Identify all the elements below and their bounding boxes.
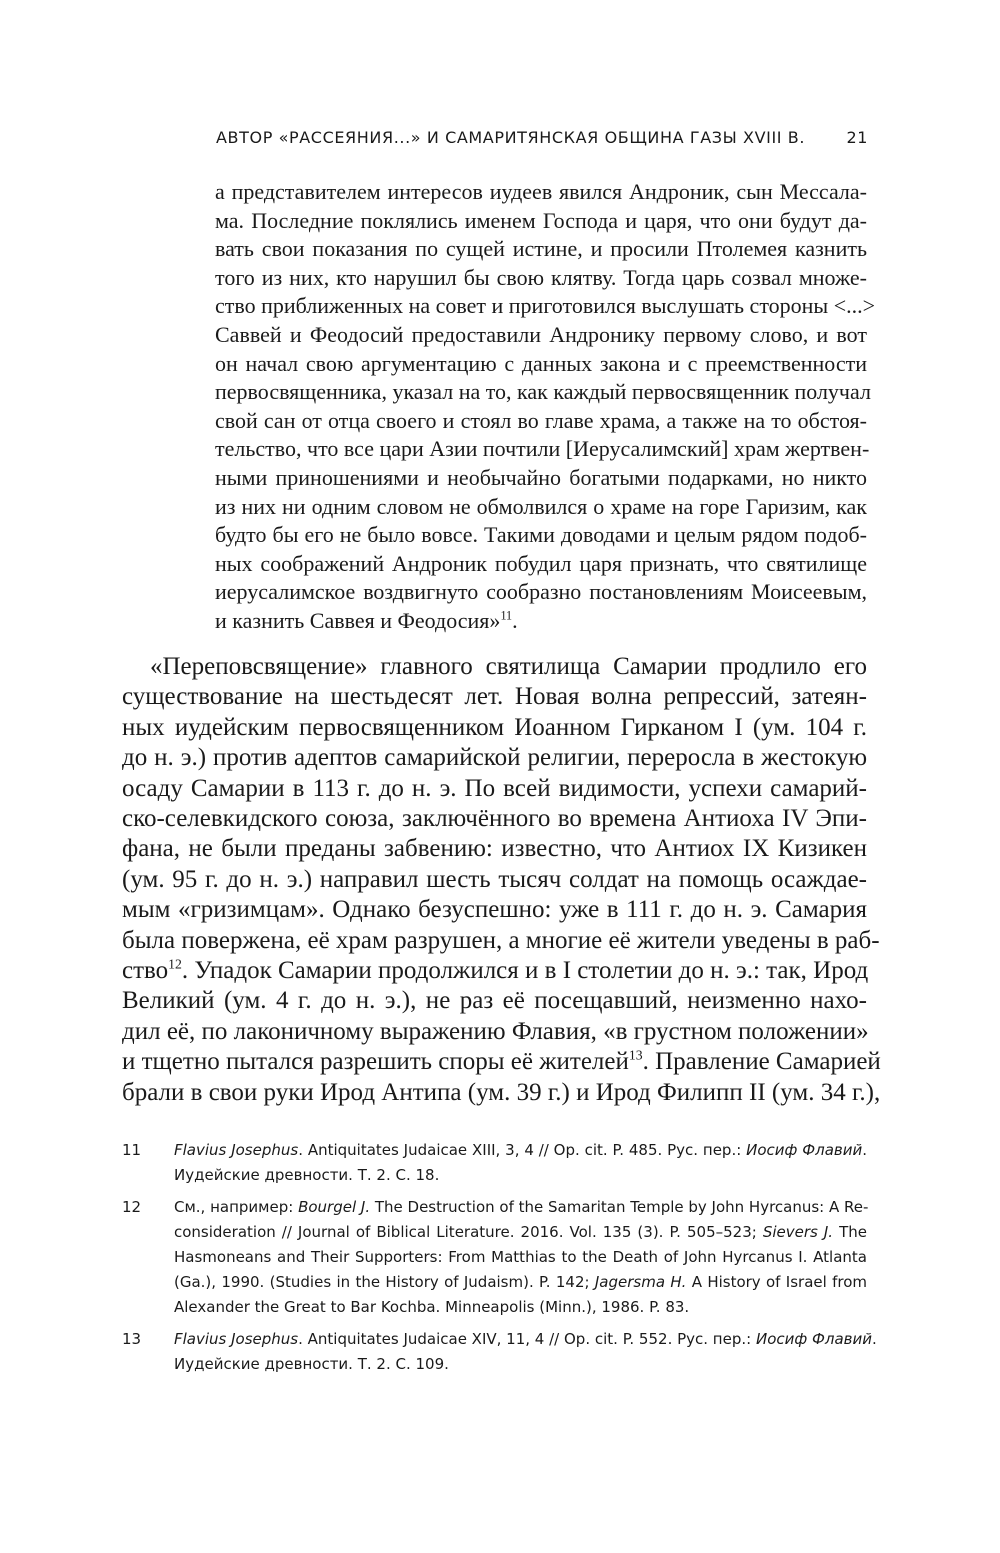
footnote-text: (Ga.), 1990. (Studies in the History of Judaism). P. 142; (174, 1273, 595, 1291)
footnote-text: A History of Israel from (686, 1273, 868, 1291)
footnote-text: . (862, 1141, 868, 1159)
footnote-line (174, 1270, 867, 1295)
footnote-12 (122, 1195, 867, 1320)
body-text: ство (122, 957, 169, 985)
footnote-number: 13 (122, 1330, 142, 1348)
quote-line: тельство, что все цари Азии почтили [Иерусалимский] храм жертвен- (215, 436, 870, 462)
body-text: . Правление Самарией (642, 1048, 881, 1076)
body-line: дил её, по лаконичному выражению Флавия, «в грустном положении» (122, 1017, 869, 1045)
footnote-number: 12 (122, 1198, 142, 1216)
body-line: была повержена, её храм разрушен, а многие её жители уведены в раб- (122, 926, 880, 954)
body-line: брали в свои руки Ирод Антипа (ум. 39 г.) и Ирод Филипп II (ум. 34 г.), (122, 1078, 881, 1106)
author-name: Иосиф Флавий (755, 1330, 872, 1348)
body-line: существование на шестьдесят лет. Новая волна репрессий, затеян- (122, 683, 867, 711)
quote-line (215, 607, 867, 636)
footnote-number: 11 (122, 1141, 142, 1159)
footnote-line (174, 1220, 867, 1245)
footnote-text: См., например: (174, 1198, 299, 1216)
footnote-line: Иудейские древности. Т. 2. С. 109. (174, 1355, 449, 1373)
body-line: ско-селевкидского союза, заключённого во времена Антиоха IV Эпи- (122, 805, 867, 833)
page-number: 21 (846, 128, 868, 147)
footnote-13 (122, 1327, 877, 1377)
body-line: мым «гризимцам». Однако безуспешно: уже в 111 г. до н. э. Самария (122, 896, 867, 924)
footnotes (122, 1138, 877, 1384)
footnote-text: . (871, 1330, 877, 1348)
footnote-text: consideration // Journal of Biblical Literature. 2016. Vol. 135 (3). P. 505–523; (174, 1223, 763, 1241)
author-name: Sievers J. (762, 1223, 834, 1241)
footnote-line: Alexander the Great to Bar Kochba. Minneapolis (Minn.), 1986. P. 83. (174, 1298, 690, 1316)
quote-line-text: и казнить Саввея и Феодосия» (215, 607, 501, 633)
quote-line: он начал свою аргументацию с данных закона и с преемственности (215, 350, 867, 376)
footnote-11 (122, 1138, 867, 1188)
footnote-text: . Antiquitates Judaicae XIV, 11, 4 // Op. cit. P. 552. Рус. пер.: (298, 1330, 756, 1348)
quote-line: свой сан от отца своего и стоял во главе храма, а также на то обстоя- (215, 407, 867, 433)
quote-line: из них ни одним словом не обмолвился о храме на горе Гаризим, как (215, 493, 867, 519)
body-line: «Переповсвящение» главного святилища Самарии продлило его (150, 653, 867, 680)
running-header (216, 128, 868, 156)
footnote-line: Hasmoneans and Their Supporters: From Matthias to the Death of John Hyrcanus I. Atlanta (174, 1248, 867, 1266)
footnote-line (174, 1138, 867, 1163)
body-line (122, 956, 867, 986)
body-line: (ум. 95 г. до н. э.) направил шесть тысяч солдат на помощь осаждае- (122, 865, 867, 893)
footnote-line (174, 1327, 877, 1352)
quote-line: а представителем интересов иудеев явился Андроник, сын Мессала- (215, 179, 867, 204)
body-line (122, 1047, 881, 1077)
quote-line: ных соображений Андроник побудил царя признать, что святилище (215, 550, 867, 576)
quote-end-punct: . (512, 607, 518, 633)
block-quote (215, 178, 876, 636)
body-line: до н. э.) против адептов самарийской религии, переросла в жестокую (122, 744, 867, 772)
footnote-ref-12[interactable]: 12 (168, 956, 182, 972)
footnote-ref-13[interactable]: 13 (628, 1047, 643, 1063)
quote-line: иерусалимское воздвигнуто сообразно постановлениям Моисеевым, (215, 579, 867, 605)
main-paragraph (122, 652, 881, 1108)
footnote-text: The Destruction of the Samaritan Temple by John Hyrcanus: A Re- (370, 1198, 869, 1216)
footnote-text: . Antiquitates Judaicae XIII, 3, 4 // Op. cit. P. 485. Рус. пер.: (298, 1141, 747, 1159)
footnote-ref-11[interactable]: 11 (500, 608, 513, 623)
body-text: . Упадок Самарии продолжился и в I столетии до н. э.: так, Ирод (181, 957, 869, 985)
body-text: и тщетно пытался разрешить споры её жителей (122, 1048, 629, 1076)
quote-line: вать свои показания по сущей истине, и просили Птолемея казнить (215, 236, 867, 262)
quote-line: ма. Последние поклялись именем Господа и царя, что они будут да- (215, 207, 867, 233)
body-line: фана, не были преданы забвению: известно, что Антиох IX Кизикен (122, 835, 867, 863)
author-name: Иосиф Флавий (746, 1141, 863, 1159)
quote-line: ство приближенных на совет и приготовился выслушать стороны <...> (215, 293, 876, 319)
body-line: ных иудейским первосвященником Иоанном Гирканом I (ум. 104 г. (122, 713, 867, 741)
author-name: Flavius Josephus (174, 1330, 299, 1348)
quote-line: Саввей и Феодосий предоставили Андронику первому слово, и вот (215, 321, 867, 347)
quote-line: того из них, кто нарушил бы свою клятву. Тогда царь созвал множе- (215, 264, 867, 290)
author-name: Flavius Josephus (174, 1141, 299, 1159)
body-line: осаду Самарии в 113 г. до н. э. По всей видимости, успехи самарий- (122, 774, 867, 802)
quote-line: будто бы его не было вовсе. Такими доводами и целым рядом подоб- (215, 522, 867, 548)
footnote-text: The (833, 1223, 867, 1241)
quote-line: ными приношениями и необычайно богатыми подарками, но никто (215, 464, 867, 490)
body-line: Великий (ум. 4 г. до н. э.), не раз её посещавший, неизменно нахо- (122, 987, 867, 1015)
author-name: Jagersma H. (594, 1273, 687, 1291)
footnote-line (174, 1195, 867, 1220)
quote-line: первосвященника, указал на то, как каждый первосвященник получал (215, 379, 871, 405)
author-name: Bourgel J. (298, 1198, 371, 1216)
running-title: АВТОР «РАССЕЯНИЯ...» И САМАРИТЯНСКАЯ ОБЩИНА ГАЗЫ XVIII В. (216, 128, 806, 147)
footnote-line: Иудейские древности. Т. 2. С. 18. (174, 1166, 440, 1184)
